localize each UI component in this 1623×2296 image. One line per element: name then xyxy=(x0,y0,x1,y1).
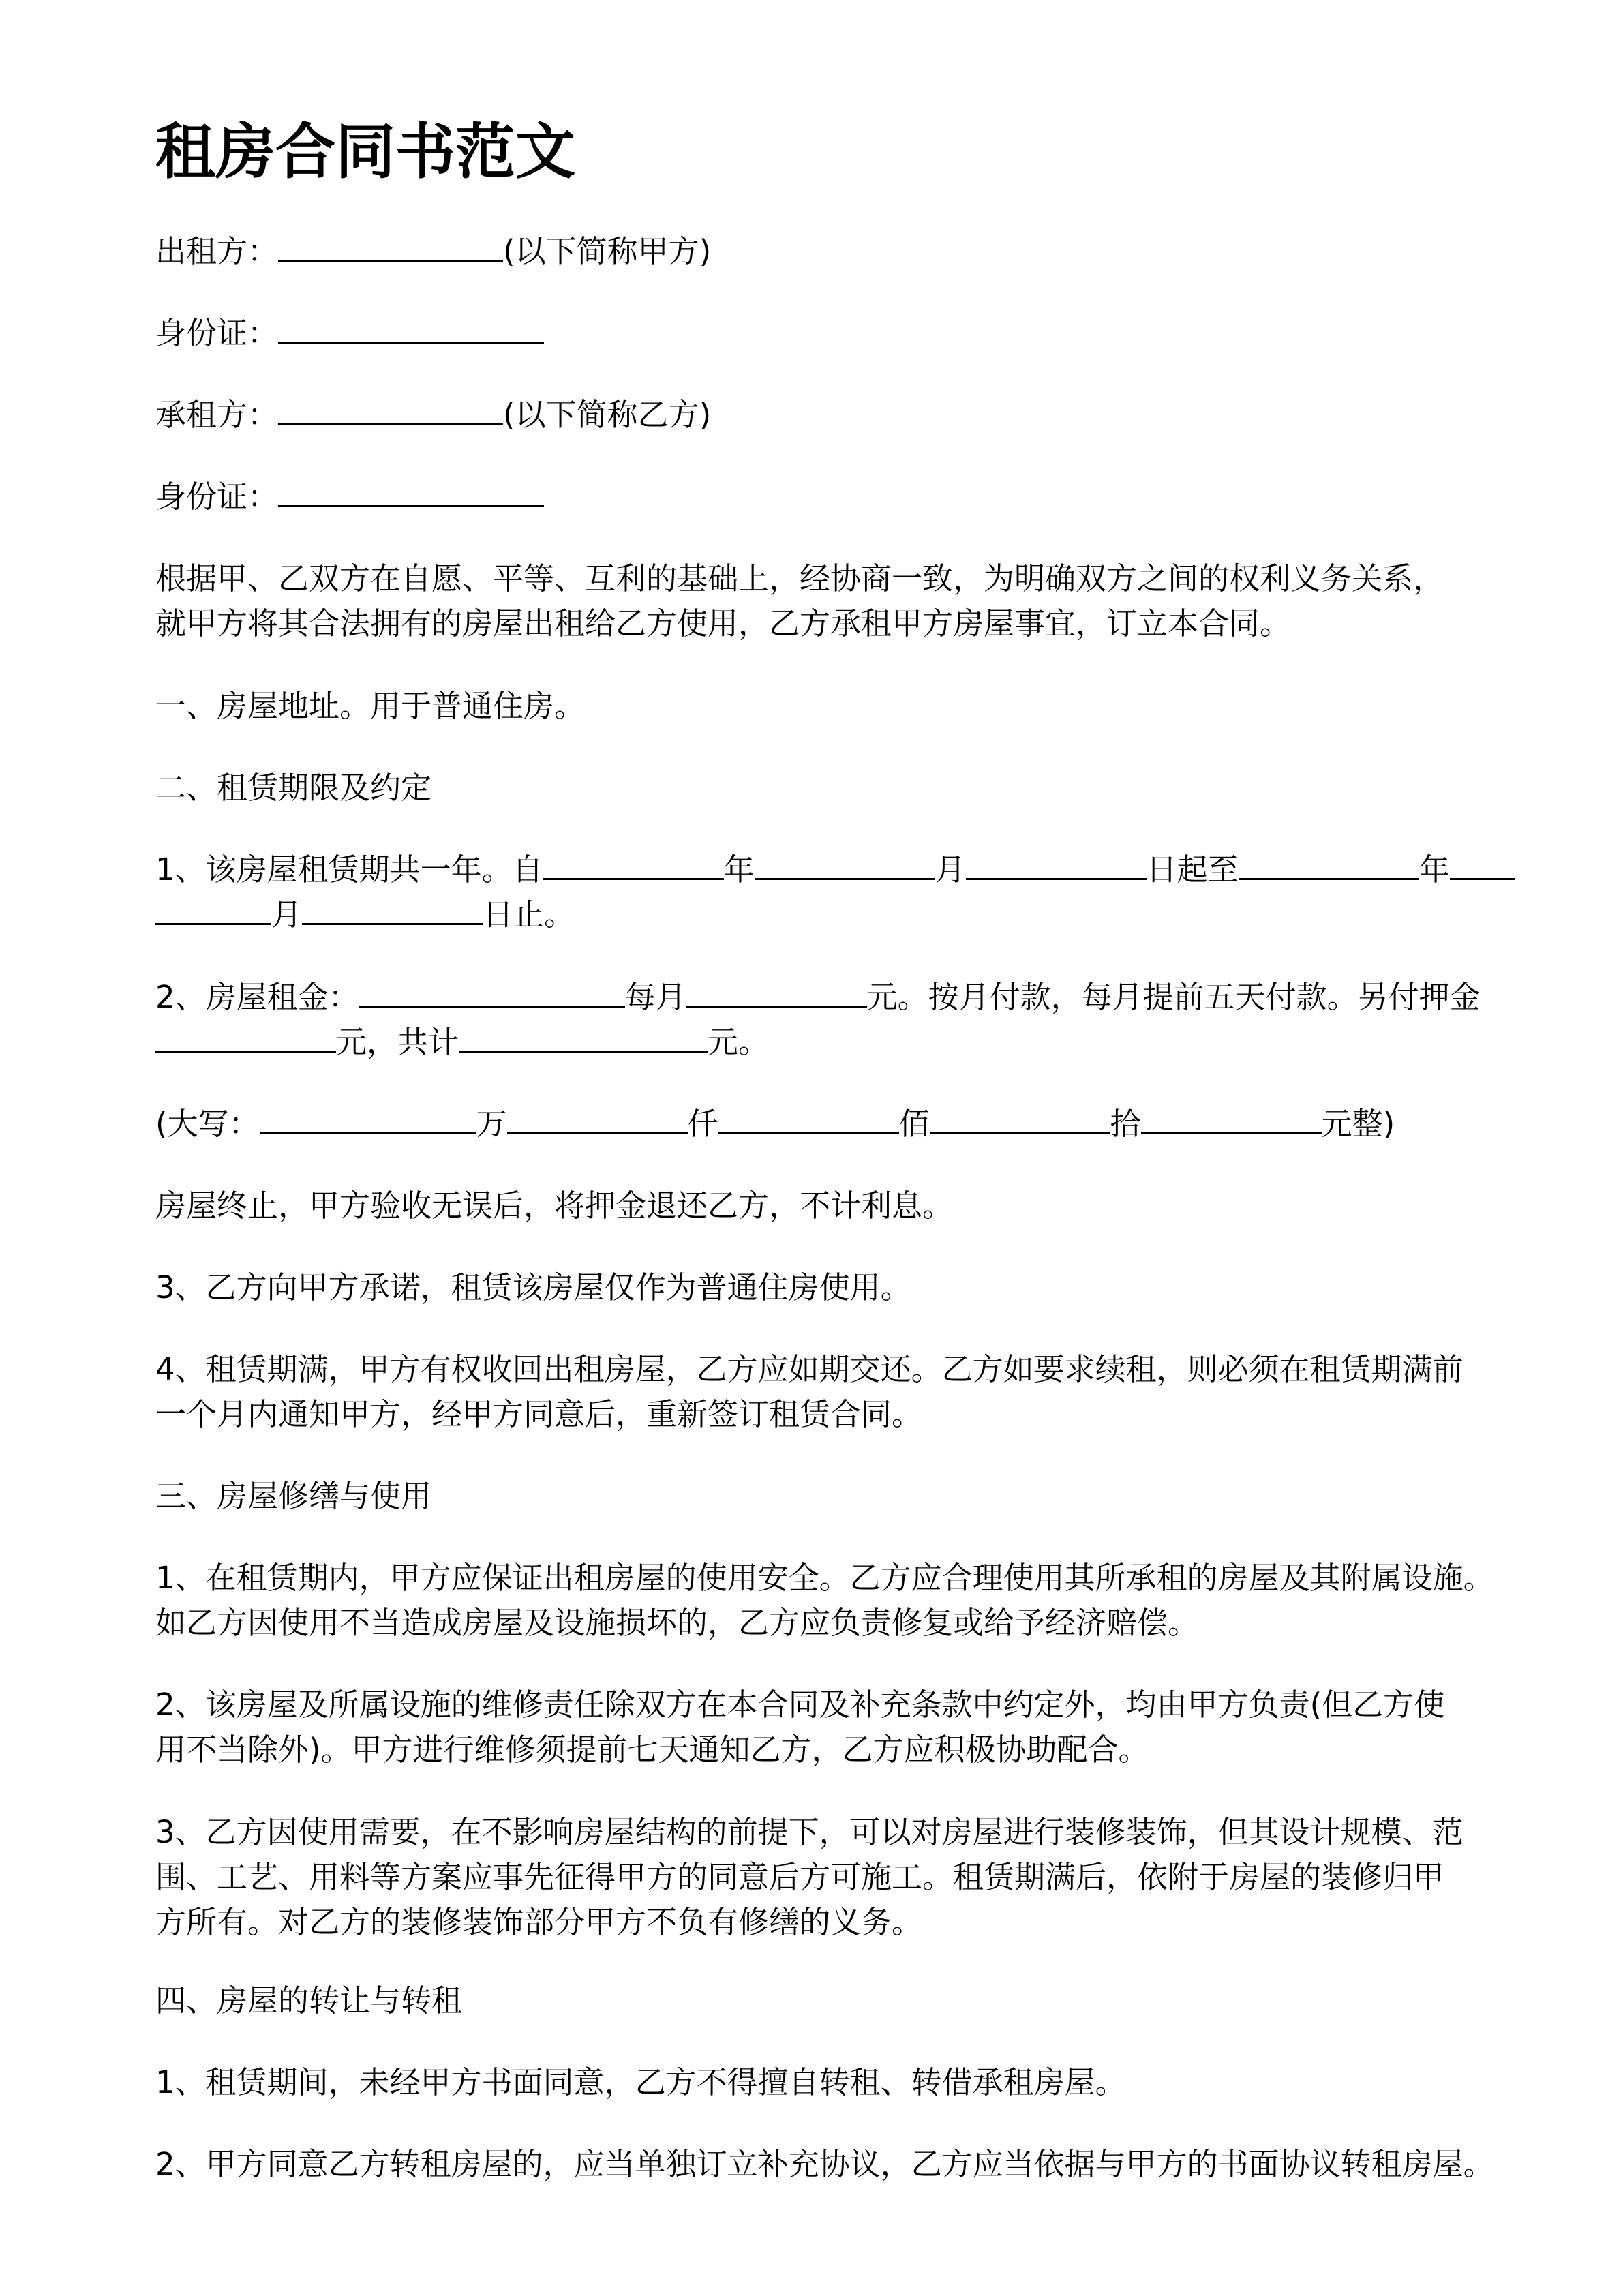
section-2-heading: 二、租赁期限及约定 xyxy=(155,770,432,806)
capital-prefix: (大写： xyxy=(155,1106,260,1142)
lessee-line xyxy=(155,393,1580,438)
rent-prefix: 2、房屋租金： xyxy=(155,979,359,1015)
start-year-blank[interactable] xyxy=(543,849,724,880)
wan-label: 万 xyxy=(476,1106,507,1142)
section-3-item-2 xyxy=(155,1682,1580,1772)
day-from-label: 日起至 xyxy=(1146,851,1239,888)
bai-blank[interactable] xyxy=(718,1104,899,1134)
intro-line-1: 根据甲、乙双方在自愿、平等、互利的基础上，经协商一致，为明确双方之间的权利义务关系， xyxy=(155,560,1444,596)
end-year-blank[interactable] xyxy=(1239,849,1419,880)
s3-item3-line-2: 围、工艺、用料等方案应事先征得甲方的同意后方可施工。租赁期满后，依附于房屋的装修归甲 xyxy=(155,1859,1444,1895)
deposit-return-text: 房屋终止，甲方验收无误后，将押金退还乙方，不计利息。 xyxy=(155,1188,954,1224)
s3-item3-line-3: 方所有。对乙方的装修装饰部分甲方不负有修缮的义务。 xyxy=(155,1904,923,1940)
lessor-id-blank[interactable] xyxy=(278,313,544,344)
lessee-label: 承租方： xyxy=(155,397,279,433)
section-1-heading: 一、房屋地址。用于普通住房。 xyxy=(155,688,586,724)
s3-item2-line-1: 2、该房屋及所属设施的维修责任除双方在本合同及补充条款中约定外，均由甲方负责(但乙方使 xyxy=(155,1687,1445,1723)
total-label: 元，共计 xyxy=(336,1024,459,1060)
lessee-suffix: (以下简称乙方) xyxy=(503,397,712,433)
item4-line-1: 4、租赁期满，甲方有权收回出租房屋，乙方应如期交还。乙方如要求续租，则必须在租赁期满前 xyxy=(155,1351,1463,1387)
shi-label: 拾 xyxy=(1110,1106,1141,1142)
lessor-blank[interactable] xyxy=(278,231,503,262)
bai-label: 佰 xyxy=(898,1106,930,1142)
intro-paragraph xyxy=(155,556,1580,646)
s3-item2-line-2: 用不当除外)。甲方进行维修须提前七天通知乙方，乙方应积极协助配合。 xyxy=(155,1732,1149,1768)
lessee-id-label: 身份证： xyxy=(155,479,279,515)
month-label-2: 月 xyxy=(271,896,303,933)
deposit-blank[interactable] xyxy=(155,1022,336,1053)
year-label-2: 年 xyxy=(1419,851,1450,888)
s3-item1-line-2: 如乙方因使用不当造成房屋及设施损坏的，乙方应负责修复或给予经济赔偿。 xyxy=(155,1605,1199,1641)
lessee-blank[interactable] xyxy=(278,395,503,425)
end-month-blank-part2[interactable] xyxy=(155,894,271,925)
capital-amount-line xyxy=(155,1102,1580,1147)
section-4-item-1: 1、租赁期间，未经甲方书面同意，乙方不得擅自转租、转借承租房屋。 xyxy=(155,2064,1126,2100)
qian-label: 仟 xyxy=(687,1106,718,1142)
section-2-item-3: 3、乙方向甲方承诺，租赁该房屋仅作为普通住房使用。 xyxy=(155,1269,911,1305)
lessee-id-blank[interactable] xyxy=(278,477,544,507)
lease-term-paragraph xyxy=(155,847,1580,937)
s3-item3-line-1: 3、乙方因使用需要，在不影响房屋结构的前提下，可以对房屋进行装修装饰，但其设计规模、范 xyxy=(155,1814,1463,1850)
lessor-id-label: 身份证： xyxy=(155,315,279,351)
lessor-line xyxy=(155,229,1580,274)
lessor-label: 出租方： xyxy=(155,233,279,269)
rent-blank[interactable] xyxy=(359,977,625,1008)
end-day-blank[interactable] xyxy=(302,894,483,925)
yuan-blank[interactable] xyxy=(1141,1104,1322,1134)
end-month-blank-part1[interactable] xyxy=(1450,849,1515,880)
start-day-blank[interactable] xyxy=(966,849,1147,880)
day-to-label: 日止。 xyxy=(483,896,575,933)
section-3-item-3 xyxy=(155,1810,1580,1945)
total-yuan-label: 元。 xyxy=(708,1024,770,1060)
section-3-item-1 xyxy=(155,1556,1580,1646)
lessor-suffix: (以下简称甲方) xyxy=(503,233,712,269)
qian-blank[interactable] xyxy=(507,1104,688,1134)
lessor-id-line xyxy=(155,311,1580,356)
total-blank[interactable] xyxy=(459,1022,708,1053)
year-label: 年 xyxy=(723,851,755,888)
start-month-blank[interactable] xyxy=(755,849,935,880)
rent-line-1 xyxy=(155,975,1580,1020)
lease-term-line-2 xyxy=(155,892,1580,937)
payment-terms-text: 元。按月付款，每月提前五天付款。另付押金 xyxy=(866,979,1481,1015)
intro-line-2: 就甲方将其合法拥有的房屋出租给乙方使用，乙方承租甲方房屋事宜，订立本合同。 xyxy=(155,605,1291,641)
lease-term-line-1 xyxy=(155,847,1580,892)
s3-item1-line-1: 1、在租赁期内，甲方应保证出租房屋的使用安全。乙方应合理使用其所承租的房屋及其附属设施。 xyxy=(155,1560,1494,1596)
lessee-id-line xyxy=(155,474,1580,519)
section-4-item-2: 2、甲方同意乙方转租房屋的，应当单独订立补充协议，乙方应当依据与甲方的书面协议转租房屋。 xyxy=(155,2146,1494,2182)
lease-term-prefix: 1、该房屋租赁期共一年。自 xyxy=(155,851,543,888)
rent-line-2 xyxy=(155,1020,1580,1065)
shi-blank[interactable] xyxy=(930,1104,1110,1134)
wan-blank[interactable] xyxy=(260,1104,476,1134)
section-4-heading: 四、房屋的转让与转租 xyxy=(155,1982,463,2019)
section-3-heading: 三、房屋修缮与使用 xyxy=(155,1478,432,1514)
item4-line-2: 一个月内通知甲方，经甲方同意后，重新签订租赁合同。 xyxy=(155,1396,923,1432)
yuan-label: 元整) xyxy=(1321,1106,1395,1142)
section-2-item-4 xyxy=(155,1347,1580,1437)
month-label: 月 xyxy=(935,851,966,888)
page-title: 租房合同书范文 xyxy=(155,117,576,187)
rent-paragraph xyxy=(155,975,1580,1065)
monthly-label: 每月 xyxy=(624,979,686,1015)
monthly-amount-blank[interactable] xyxy=(686,977,867,1008)
